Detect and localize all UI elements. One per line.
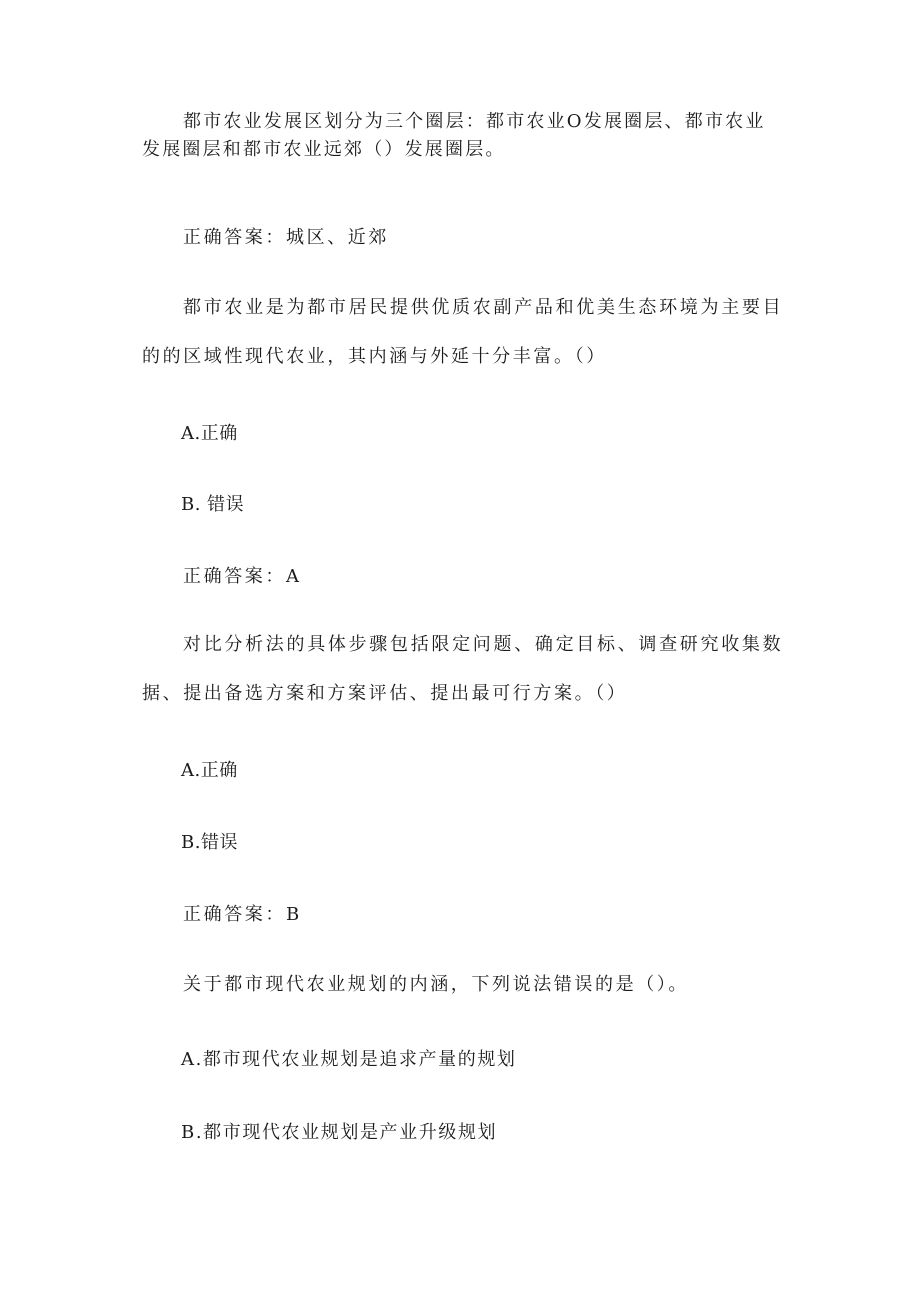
question-2-option-b: B. 错误	[181, 494, 245, 515]
question-2-option-a: A.正确	[181, 423, 238, 444]
question-3-stem-line-2: 据、提出备选方案和方案评估、提出最可行方案。（）	[142, 683, 628, 704]
question-4-option-b: B.都市现代农业规划是产业升级规划	[181, 1122, 498, 1143]
question-3-answer: 正确答案：B	[183, 904, 302, 925]
question-4-option-a: A.都市现代农业规划是追求产量的规划	[181, 1049, 517, 1070]
question-1-answer: 正确答案：城区、近郊	[183, 227, 389, 248]
question-3-stem-line-1: 对比分析法的具体步骤包括限定问题、确定目标、调查研究收集数	[183, 634, 784, 655]
question-2-stem-line-2: 的的区域性现代农业，其内涵与外延十分丰富。（）	[142, 346, 607, 367]
question-4-stem: 关于都市现代农业规划的内涵，下列说法错误的是（）。	[183, 974, 689, 995]
question-2-answer: 正确答案：A	[183, 566, 302, 587]
question-2-stem-line-1: 都市农业是为都市居民提供优质农副产品和优美生态环境为主要目	[183, 297, 784, 318]
question-1-stem-line-2: 发展圈层和都市农业远郊（）发展圈层。	[142, 139, 506, 160]
question-1-stem-line-1: 都市农业发展区划分为三个圈层：都市农业O发展圈层、都市农业	[183, 111, 766, 132]
question-3-option-b: B.错误	[181, 832, 238, 853]
question-3-option-a: A.正确	[181, 760, 238, 781]
